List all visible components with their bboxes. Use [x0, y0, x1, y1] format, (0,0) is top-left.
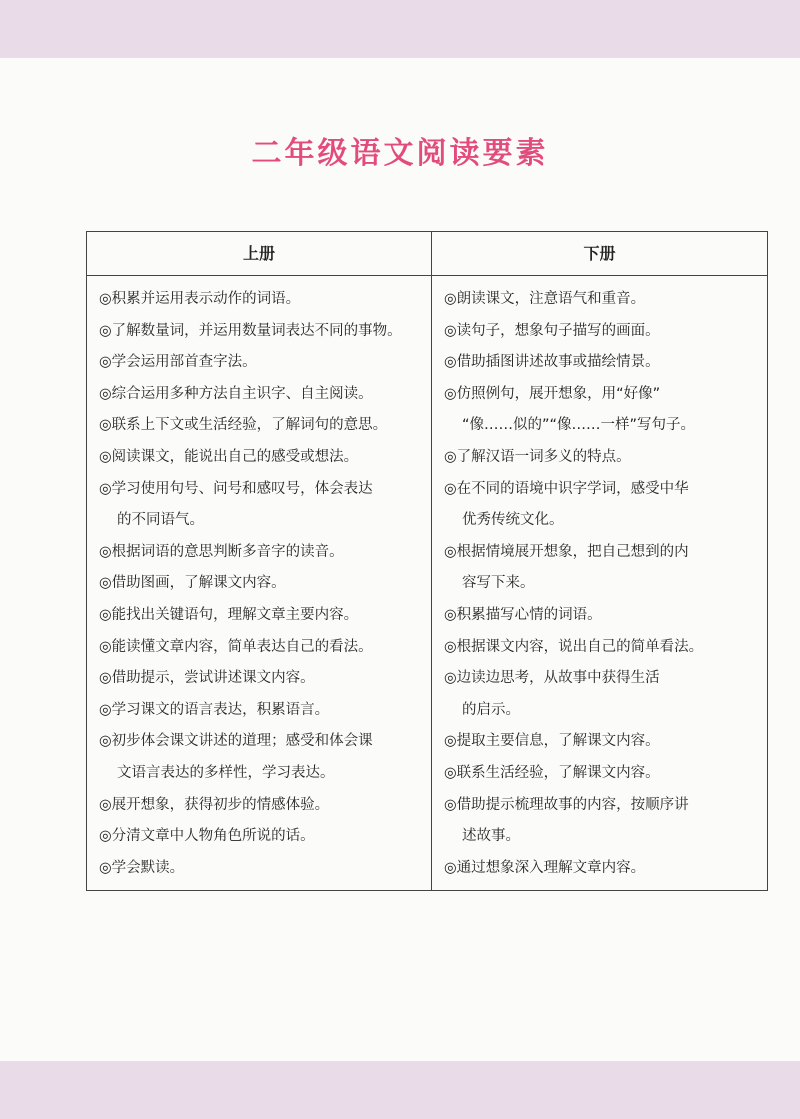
- list-item: ◎仿照例句，展开想象，用“好像”: [444, 385, 661, 402]
- list-item: ◎能找出关键语句，理解文章主要内容。: [99, 606, 359, 623]
- list-item: ◎展开想象，获得初步的情感体验。: [99, 796, 330, 813]
- list-item: ◎学习使用句号、问号和感叹号，体会表达: [99, 480, 373, 497]
- table-header-row: [87, 232, 767, 276]
- list-item: ◎借助插图讲述故事或描绘情景。: [444, 354, 660, 371]
- column-divider: [431, 232, 432, 890]
- list-item: ◎能读懂文章内容，简单表达自己的看法。: [99, 638, 373, 655]
- list-item: ◎借助图画，了解课文内容。: [99, 575, 286, 592]
- column-volume-1: [99, 284, 427, 884]
- list-item: ◎通过想象深入理解文章内容。: [444, 859, 646, 876]
- list-item-continuation: 述故事。: [462, 828, 520, 845]
- list-item: ◎提取主要信息，了解课文内容。: [444, 733, 660, 750]
- list-item-continuation: 的启示。: [462, 701, 520, 718]
- list-item: ◎学会默读。: [99, 859, 185, 876]
- list-item: ◎借助提示梳理故事的内容，按顺序讲: [444, 796, 689, 813]
- list-item: ◎了解数量词，并运用数量词表达不同的事物。: [99, 322, 402, 339]
- list-item: ◎学习课文的语言表达，积累语言。: [99, 701, 330, 718]
- list-item: ◎朗读课文，注意语气和重音。: [444, 291, 646, 307]
- list-item: ◎综合运用多种方法自主识字、自主阅读。: [99, 385, 373, 402]
- list-item: ◎边读边思考，从故事中获得生活: [444, 670, 660, 687]
- list-item-continuation: 容写下来。: [462, 575, 535, 592]
- list-item-continuation: “像……似的”“像……一样”写句子。: [462, 417, 696, 434]
- list-item: ◎学会运用部首查字法。: [99, 354, 257, 371]
- list-item: ◎借助提示，尝试讲述课文内容。: [99, 670, 315, 687]
- column-header-volume-2: 下册: [583, 244, 616, 263]
- column-header-volume-1: 上册: [242, 244, 275, 263]
- list-item: ◎根据课文内容，说出自己的简单看法。: [444, 638, 704, 655]
- list-item: ◎联系上下文或生活经验，了解词句的意思。: [99, 417, 388, 434]
- top-band: [0, 0, 800, 58]
- list-item: ◎积累描写心情的词语。: [444, 606, 602, 623]
- list-item-continuation: 文语言表达的多样性，学习表达。: [117, 764, 335, 781]
- list-item: ◎分清文章中人物角色所说的话。: [99, 828, 315, 845]
- list-item: ◎在不同的语境中识字学词，感受中华: [444, 480, 689, 497]
- list-item: ◎积累并运用表示动作的词语。: [99, 291, 301, 307]
- list-item: ◎根据情境展开想象，把自己想到的内: [444, 543, 689, 560]
- list-item: ◎读句子，想象句子描写的画面。: [444, 322, 660, 339]
- column-volume-2: [444, 284, 762, 884]
- list-item-continuation: 优秀传统文化。: [462, 512, 564, 529]
- list-item-continuation: 的不同语气。: [117, 512, 204, 529]
- reading-elements-table: [86, 231, 768, 891]
- list-item: ◎联系生活经验，了解课文内容。: [444, 764, 660, 781]
- list-item: ◎根据词语的意思判断多音字的读音。: [99, 543, 344, 560]
- list-item: ◎初步体会课文讲述的道理；感受和体会课: [99, 733, 373, 750]
- list-item: ◎了解汉语一词多义的特点。: [444, 448, 631, 465]
- list-item: ◎阅读课文，能说出自己的感受或想法。: [99, 448, 359, 465]
- bottom-band: [0, 1061, 800, 1119]
- page-title: 二年级语文阅读要素: [251, 136, 549, 171]
